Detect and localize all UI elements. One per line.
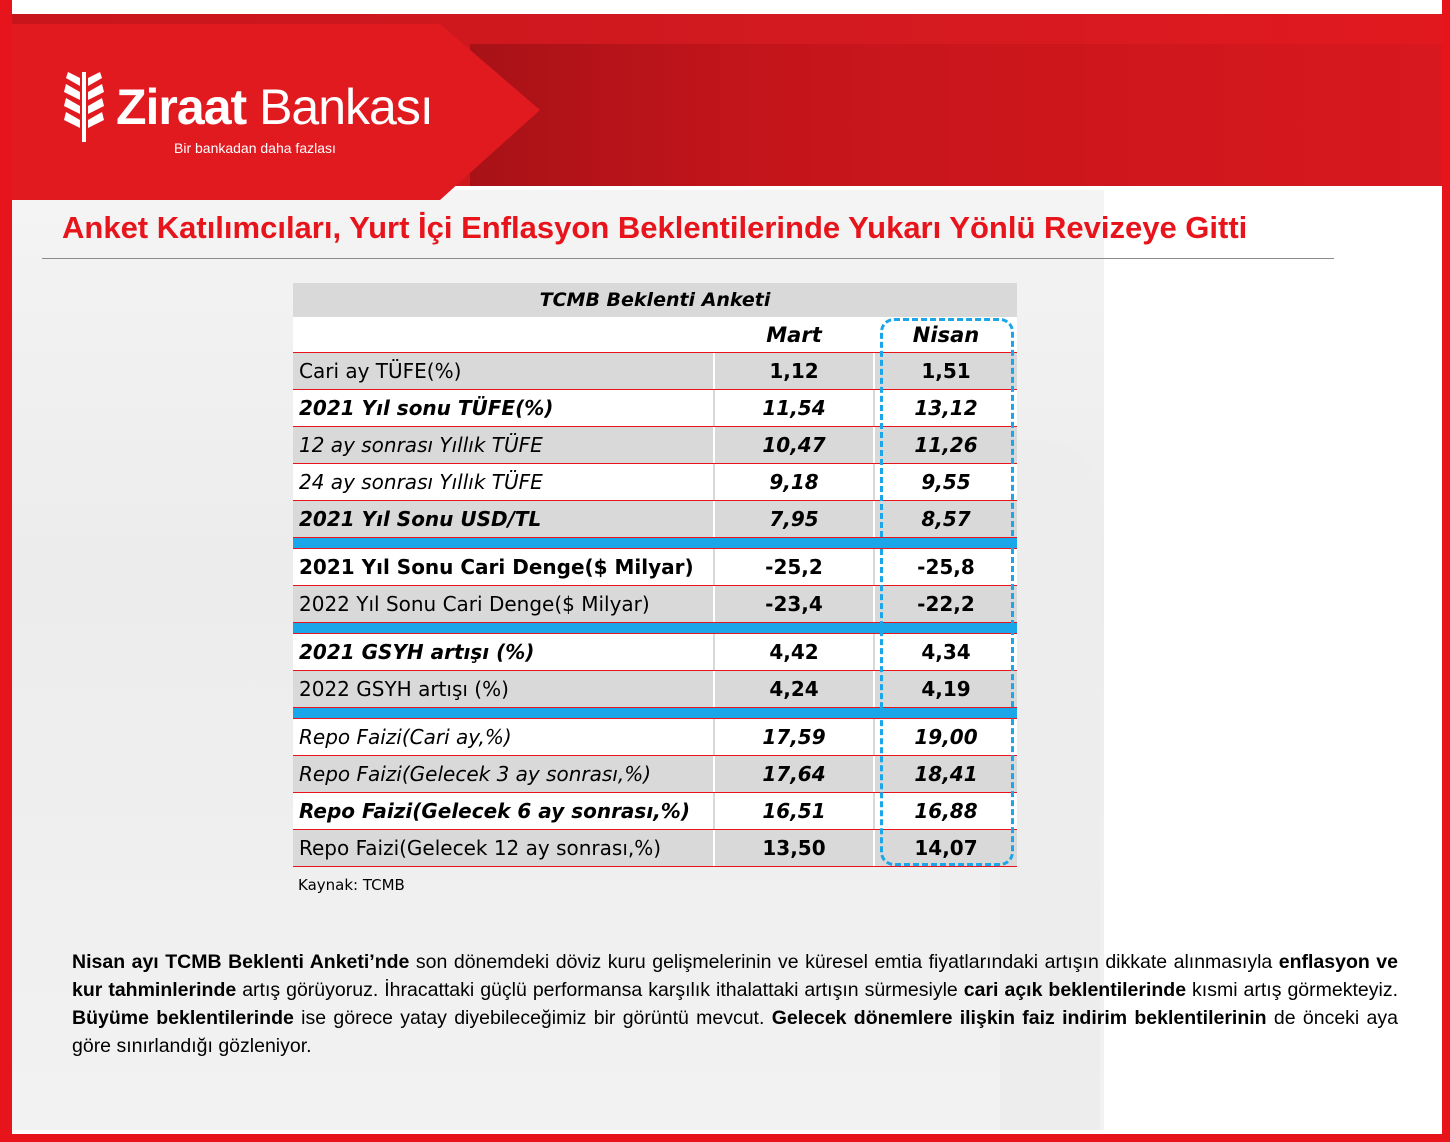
row-nisan-value: 11,26 [914, 433, 978, 457]
row-label: Repo Faizi(Gelecek 6 ay sonrası,%) [293, 793, 715, 829]
row-mart-value: -25,2 [715, 549, 875, 585]
table-source: Kaynak: TCMB [298, 876, 405, 894]
para-bold-3: enflasyon ve kur tahminlerinde [72, 951, 1398, 1001]
row-mart-value: 11,54 [715, 390, 875, 426]
para-text-10: de önceki aya göre sınırlandığı gözleniyor. [72, 1007, 1398, 1057]
header-nisan: Nisan [912, 322, 980, 347]
para-bold-9: Gelecek dönemlere ilişkin faiz indirim beklentilerinin [771, 1007, 1267, 1029]
header-mart: Mart [715, 317, 875, 352]
row-nisan-value: 4,34 [921, 640, 971, 664]
row-nisan-value: 9,55 [921, 470, 971, 494]
row-mart-value: 4,24 [715, 671, 875, 707]
row-nisan-value: 16,88 [914, 799, 978, 823]
row-nisan-value: 4,19 [921, 677, 971, 701]
row-label: 2021 Yıl Sonu Cari Denge($ Milyar) [293, 549, 715, 585]
row-mart-value: 10,47 [715, 427, 875, 463]
row-mart-value: -23,4 [715, 586, 875, 622]
row-mart-value: 17,64 [715, 756, 875, 792]
row-label: 2021 Yıl sonu TÜFE(%) [293, 390, 715, 426]
para-bold-7: Büyüme beklentilerinde [72, 1007, 294, 1029]
row-label: Repo Faizi(Gelecek 12 ay sonrası,%) [293, 830, 715, 866]
row-mart-value: 13,50 [715, 830, 875, 866]
brand-tagline: Bir bankadan daha fazlası [174, 140, 336, 156]
row-nisan-value: -25,8 [917, 555, 975, 579]
table-caption: TCMB Beklenti Anketi [293, 283, 1017, 317]
row-mart-value: 17,59 [715, 719, 875, 755]
row-label: 24 ay sonrası Yıllık TÜFE [293, 464, 715, 500]
row-mart-value: 7,95 [715, 501, 875, 537]
row-nisan-value: -22,2 [917, 592, 975, 616]
row-label: 12 ay sonrası Yıllık TÜFE [293, 427, 715, 463]
row-nisan-value: 13,12 [914, 396, 978, 420]
page-title: Anket Katılımcıları, Yurt İçi Enflasyon Beklentilerinde Yukarı Yönlü Revizeye Gitti [62, 210, 1248, 245]
row-label: Repo Faizi(Cari ay,%) [293, 719, 715, 755]
para-bold-1: Nisan ayı TCMB Beklenti Anketi’nde [72, 951, 410, 973]
row-label: Repo Faizi(Gelecek 3 ay sonrası,%) [293, 756, 715, 792]
para-text-8: ise görece yatay diyebileceğimiz bir görüntü mevcut. [293, 1007, 772, 1029]
para-text-6: kısmi artış görmekteyiz. [1186, 979, 1398, 1001]
row-label: 2022 Yıl Sonu Cari Denge($ Milyar) [293, 586, 715, 622]
para-bold-5: cari açık beklentilerinde [963, 979, 1187, 1001]
row-label: Cari ay TÜFE(%) [293, 353, 715, 389]
brand-name: Ziraat Bankası [116, 79, 433, 135]
para-text-4: artış görüyoruz. İhracattaki güçlü performansa karşılık ithalattaki artışın sürmesiyle [236, 979, 964, 1001]
row-nisan-value: 8,57 [921, 507, 971, 531]
para-text-2: son dönemdeki döviz kuru gelişmelerinin ve küresel emtia fiyatlarındaki artışın dikkate alınmasıyla [409, 951, 1279, 973]
row-nisan-value: 18,41 [914, 762, 978, 786]
row-mart-value: 1,12 [715, 353, 875, 389]
row-mart-value: 16,51 [715, 793, 875, 829]
row-nisan-value: 14,07 [914, 836, 978, 860]
row-mart-value: 4,42 [715, 634, 875, 670]
row-nisan-value: 19,00 [914, 725, 978, 749]
row-mart-value: 9,18 [715, 464, 875, 500]
row-label: 2022 GSYH artışı (%) [293, 671, 715, 707]
row-label: 2021 Yıl Sonu USD/TL [293, 501, 715, 537]
row-label: 2021 GSYH artışı (%) [293, 634, 715, 670]
row-nisan-value: 1,51 [921, 359, 971, 383]
